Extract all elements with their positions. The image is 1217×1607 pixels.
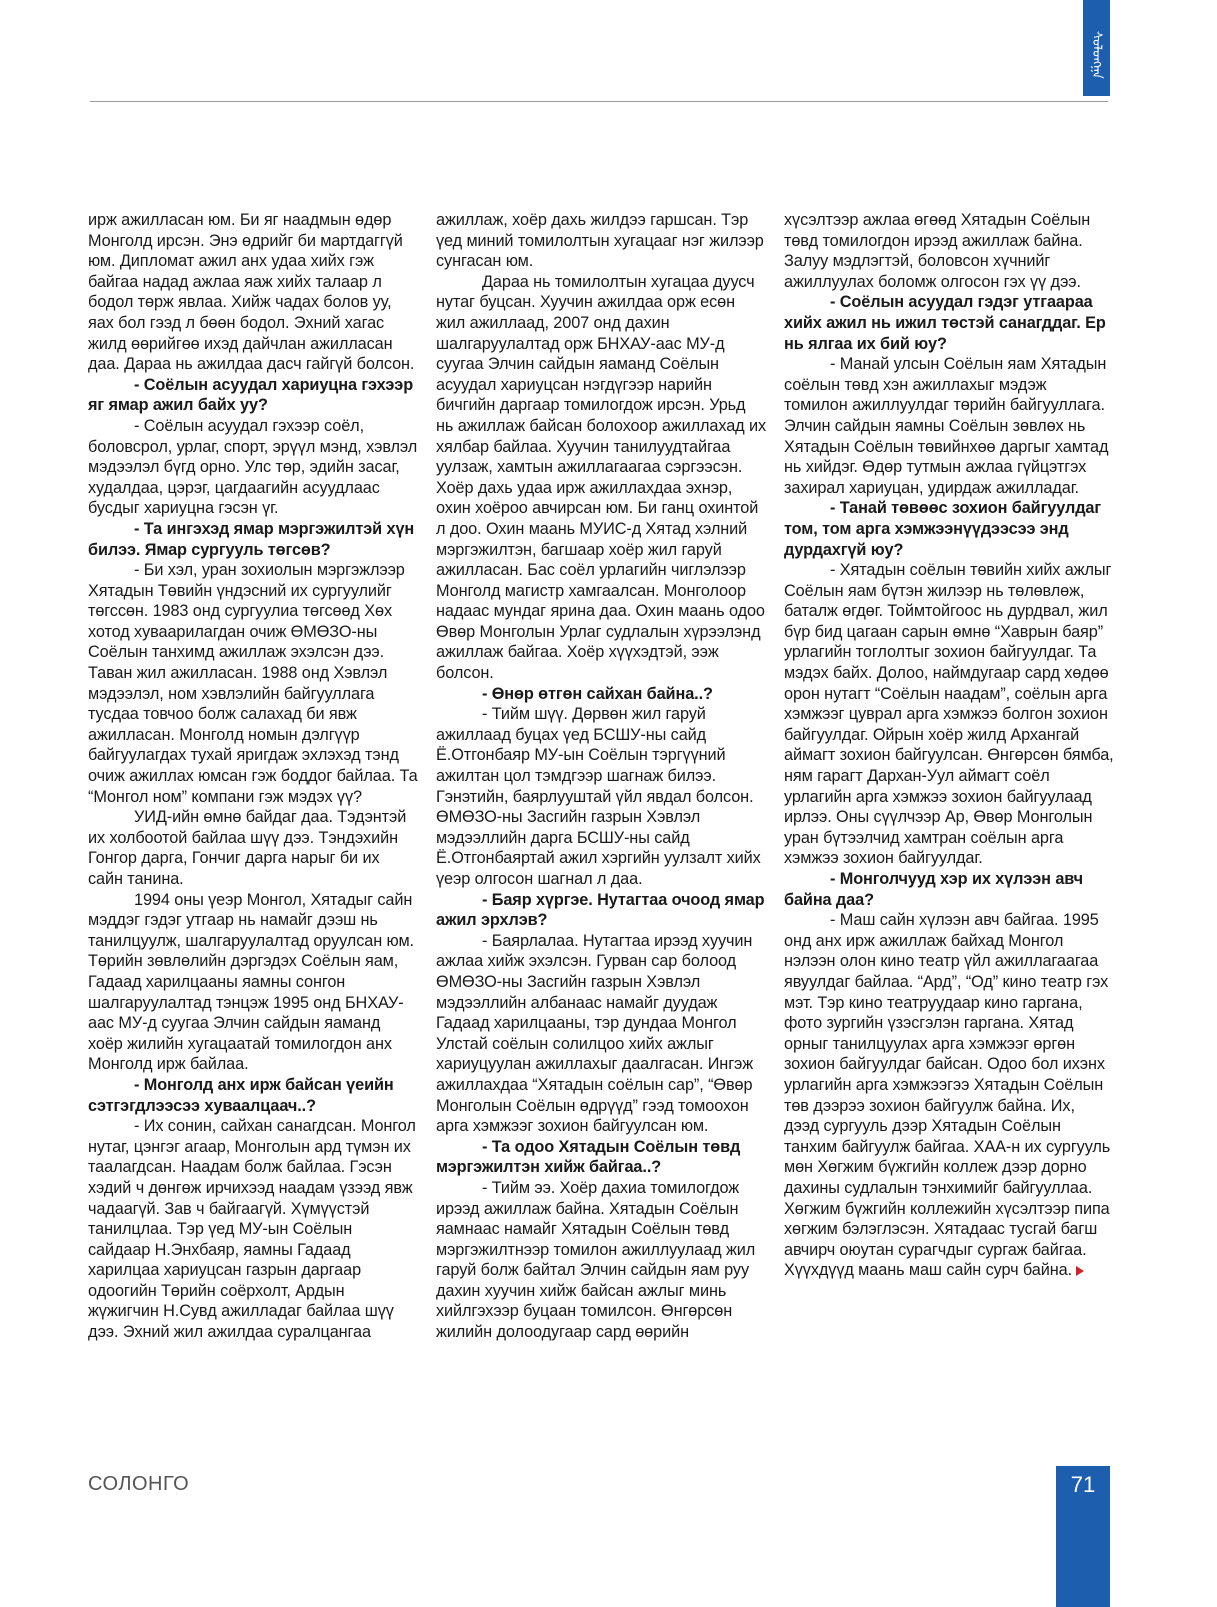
page-number: 71: [1070, 1472, 1096, 1497]
header-rule: [90, 101, 1108, 102]
section-tab: [1083, 0, 1110, 96]
paragraph: - Хятадын соёлын төвийн хийх ажлыг Соёлын яам бүтэн жилээр нь төлөвлөж, баталж өгдөг. Тоймтойгоос нь дурдвал, жил бүр бид цагаан сарын өмнө “Хаврын баяр” урлагийн тоглолтыг зохион байгуулдаг. Та мэдэх байх. Долоо, наймдугаар сард хөдөө орон нутагт “Соёлын наадам”, соёлын арга хэмжээг цуврал арга хэмжээ болгон зохион байгуулдаг. Ойрын хоёр жилд Архангай аймагт зохион байгуулсан. Өнгөрсөн бямба, ням гарагт Дархан-Уул аймагт соёл урлагийн арга хэмжээ зохион байгуулаад ирлээ. Оны сүүлчээр Ар, Өвөр Монголын уран бүтээлчид хамтран соёлын арга хэмжээ зохион байгуулдаг.: [784, 561, 1114, 868]
paragraph: - Маш сайн хүлээн авч байгаа. 1995 онд анх ирж ажиллаж байхад Монгол нэлээн олон кино театр үйл ажиллагаагаа явуулдаг байлаа. “Ард”, “Од” кино театр гэх мэт. Тэр кино театруудаар кино гаргана, фото зургийн үзэсгэлэн гаргана. Хятад орныг танилцуулах арга хэмжээг өргөн зохион байгуулдаг байсан. Одоо бол ихэнх урлагийн арга хэмжээгээ Хятадын Соёлын төв дээрээ зохион байгуулж байна. Их, дээд сургууль дээр Хятадын Соёлын танхим байгуулж байгаа. ХАА-н их сургууль мөн Хөгжим бүжгийн коллеж дээр дорно дахины судлалын тэнхимийг байгууллаа. Хөгжим бүжгийн коллежийн хүсэлтээр пипа хөгжим бэлэглэсэн. Хятадаас тусгай багш авчирч оюутан сурагчдыг сургаж байгаа. Хүүхдүүд маань маш сайн сурч байна.: [784, 911, 1111, 1280]
article-column-2: [436, 210, 766, 1343]
paragraph: хүсэлтээр ажлаа өгөөд Хятадын Соёлын төвд томилогдон ирээд ажиллаж байна. Залуу мэдлэгтэй, боловсон хүчнийг ажиллуулах боломж олгосон гэх үү дээ.: [784, 211, 1091, 291]
magazine-name: СОЛОНГО: [88, 1473, 190, 1495]
end-of-article-icon: [1076, 1266, 1084, 1276]
paragraph: ажиллаж, хоёр дахь жилдээ гаршсан. Тэр үед миний томилолтын хугацааг нэг жилээр сунгасан юм.: [436, 211, 764, 271]
interview-question: - Монголчууд хэр их хүлээн авч байна даа?: [784, 870, 1083, 909]
interview-question: - Монголд анх ирж байсан үеийн сэтгэгдлээсээ хуваалцаач..?: [88, 1075, 394, 1115]
paragraph: Дараа нь томилолтын хугацаа дуусч нутаг буцсан. Хуучин ажилдаа орж есөн жил ажиллаад, 2007 онд дахин шалгаруулалтад орж БНХАУ-аас МУ-д суугаа Элчин сайдын яаманд Соёлын асуудал хариуцсан нэгдүгээр нарийн бичгийн даргаар томилогдож ирсэн. Урьд нь ажиллаж байсан болохоор ажиллахад их хялбар байлаа. Хуучин танилуудтайгаа уулзаж, хамтын ажиллагаагаа сэргээсэн. Хоёр дахь удаа ирж ажиллахдаа эхнэр, охин хоёроо авчирсан юм. Би ганц охинтой л доо. Охин маань МУИС-д Хятад хэлний мэргэжилтэн, багшаар хоёр жил гаруй ажилласан. Бас соёл урлагийн чиглэлээр Монголд магистр хамгаалсан. Монголоор надаас мундаг ярина даа. Охин маань одоо Өвөр Монголын Урлаг судлалын хүрээлэнд ажиллаж байгаа. Хоёр хүүхэдтэй, ээж болсон.: [436, 272, 767, 683]
paragraph: 1994 оны үеэр Монгол, Хятадыг сайн мэддэг гэдэг утгаар нь намайг дээш нь танилцуулж, шалгаруулалтад оруулсан юм. Төрийн зөвлөлийн дэргэдэх Соёлын яам, Гадаад харилцааны яамны сонгон шалгаруулалтад тэнцэж 1995 онд БНХАУ-аас МУ-д суугаа Элчин сайдын яаманд хоёр жилийн хугацаатай томилогдон анх Монголд ирж байлаа.: [88, 890, 414, 1074]
interview-question: - Та ингэхэд ямар мэргэжилтэй хүн билээ. Ямар сургууль төгсөв?: [88, 519, 415, 559]
interview-question: - Соёлын асуудал хариуцна гэхээр яг ямар ажил байх уу?: [88, 375, 414, 415]
article-column-3: [784, 210, 1114, 1281]
interview-question: - Өнөр өтгөн сайхан байна..?: [482, 684, 713, 703]
section-tab-label: ᠰᠣᠯᠣᠩᠭ᠋ᠠ: [1089, 31, 1104, 79]
interview-question: - Баяр хүргэе. Нутагтаа очоод ямар ажил эрхлэв?: [436, 890, 765, 930]
interview-question: - Та одоо Хятадын Соёлын төвд мэргэжилтэн хийж байгаа..?: [436, 1137, 741, 1177]
paragraph: - Тийм ээ. Хоёр дахиа томилогдож ирээд ажиллаж байна. Хятадын Соёлын яамнаас намайг Хятадын Соёлын төвд мэргэжилтнээр томилон ажиллуулаад жил гаруй болж байтал Элчин сайдын яам руу дахин хуучин хийж байсан ажлыг минь хийлгэхээр буцаан томилсон. Өнгөрсөн жилийн долоодугаар сард өөрийн: [436, 1178, 756, 1342]
paragraph: УИД-ийн өмнө байдаг даа. Тэдэнтэй их холбоотой байлаа шүү дээ. Тэндэхийн Гонгор дарга, Гончиг дарга нарыг би их сайн танина.: [88, 808, 407, 888]
paragraph: - Тийм шүү. Дөрвөн жил гаруй ажиллаад буцах үед БСШУ-ны сайд Ё.Отгонбаяр МУ-ын Соёлын тэргүүний ажилтан цол тэмдгээр шагнаж билээ. Гэнэтийн, баярлууштай үйл явдал болсон. ӨМӨЗО-ны Засгийн газрын Хэвлэл мэдээллийн дарга БСШУ-ны сайд Ё.Отгонбаяртай ажил хэргийн уулзалт хийх үеэр олгосон шагнал л даа.: [436, 705, 761, 888]
paragraph: - Манай улсын Соёлын яам Хятадын соёлын төвд хэн ажиллахыг мэдэж томилон ажиллуулдаг төрийн байгууллага. Элчин сайдын яамны Соёлын зөвлөх нь Хятадын Соёлын төвийнхөө даргыг хамтад нь хийдэг. Өдөр тутмын ажлаа гүйцэтгэх захирал хариуцан, удирдаж ажилладаг.: [784, 355, 1109, 497]
paragraph: - Баярлалаа. Нутагтаа ирээд хуучин ажлаа хийж эхэлсэн. Гурван сар болоод ӨМӨЗО-ны Засгийн газрын Хэвлэл мэдээллийн албанаас намайг дуудаж Гадаад харилцааны, тэр дундаа Монгол Улстай соёлын солилцоо хийх ажлыг хариуцуулан ажиллахыг даалгасан. Ингэж ажиллахдаа “Хятадын соёлын сар”, “Өвөр Монголын Соёлын өдрүүд” гээд томоохон арга хэмжээг зохион байгуулсан юм.: [436, 931, 754, 1136]
page-number-tab: [1056, 1466, 1110, 1607]
interview-question: - Соёлын асуудал гэдэг утгаараа хийх ажил нь ижил төстэй санагддаг. Ер нь ялгаа их бий юу?: [784, 293, 1106, 353]
paragraph: - Би хэл, уран зохиолын мэргэжлээр Хятадын Төвийн үндэсний их сургуулийг төгссөн. 1983 онд сургуулиа төгсөөд Хөх хотод хуваарилагдан очиж ӨМӨЗО-ны Соёлын танхимд ажиллаж эхэлсэн дээ. Таван жил ажилласан. 1988 онд Хэвлэл мэдээлэл, ном хэвлэлийн байгууллага тусдаа товчоо болж салахад би явж ажилласан. Монголд номын дэлгүүр байгуулагдах тухай яригдаж эхлэхэд тэнд очиж ажиллах юмсан гэж боддог байлаа. Та “Монгол ном” компани гэж мэдэх үү?: [88, 561, 418, 806]
paragraph: ирж ажилласан юм. Би яг наадмын өдөр Монголд ирсэн. Энэ өдрийг би мартдаггүй юм. Дипломат ажил анх удаа хийх гэж байгаа надад ажлаа яаж хийх талаар л бодол төрж явлаа. Хийж чадах болов уу, яах бол гээд л бөөн бодол. Эхний хагас жилд өөрийгөө ихэд дайчлан ажилласан даа. Дараа нь ажилдаа дасч гайгүй болсон.: [88, 211, 415, 374]
paragraph: - Их сонин, сайхан санагдсан. Монгол нутаг, цэнгэг агаар, Монголын ард түмэн их таалагдсан. Наадам болж байлаа. Гэсэн хэдий ч дөнгөж ирчихээд наадам үзээд явж чадаагүй. Зав ч байгаагүй. Хүмүүстэй танилцлаа. Тэр үед МУ-ын Соёлын сайдаар Н.Энхбаяр, яамны Гадаад харилцаа хариуцсан газрын даргаар одоогийн Төрийн соёрхолт, Ардын жүжигчин Н.Сувд ажилладаг байлаа шүү дээ. Эхний жил ажилдаа суралцангаа: [88, 1117, 416, 1342]
article-body: [88, 210, 1114, 1490]
paragraph: - Соёлын асуудал гэхээр соёл, боловсрол, урлаг, спорт, эрүүл мэнд, хэвлэл мэдээлэл бүгд орно. Улс төр, эдийн засаг, худалдаа, цэрэг, цагдаагийн асуудлаас бусдыг хариуцна гэсэн үг.: [88, 416, 418, 518]
interview-question: - Танай төвөөс зохион байгуулдаг том, том арга хэмжээнүүдээсээ энд дурдахгүй юу?: [784, 499, 1102, 559]
article-column-1: [88, 210, 418, 1343]
